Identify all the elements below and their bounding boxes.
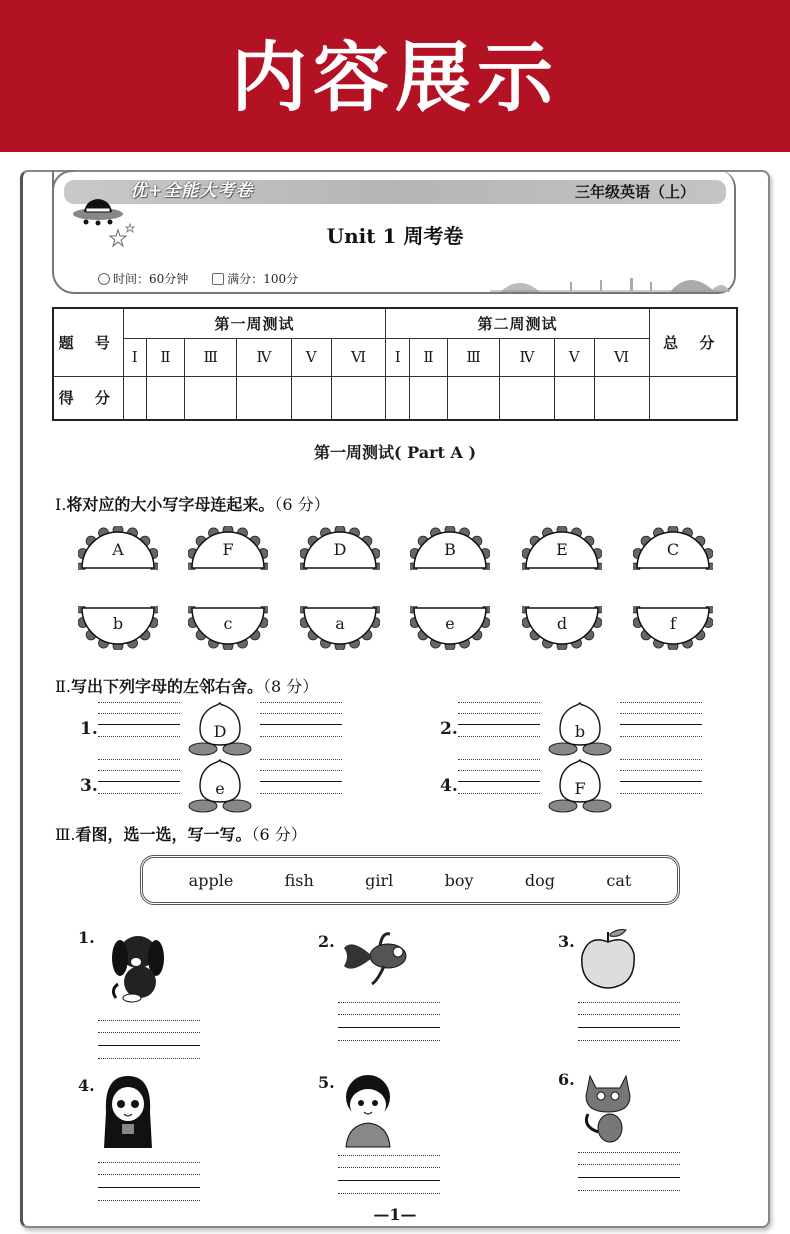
total-score-cell[interactable] bbox=[649, 376, 737, 420]
col-numeral: Ⅰ bbox=[386, 338, 409, 376]
score-cell[interactable] bbox=[184, 376, 236, 420]
lowercase-letter: c bbox=[223, 614, 233, 633]
score-cell[interactable] bbox=[146, 376, 184, 420]
peach-letter: e bbox=[215, 779, 225, 798]
word-bank bbox=[140, 855, 680, 905]
page-number: —1— bbox=[373, 1205, 417, 1224]
writing-lines[interactable] bbox=[98, 699, 180, 745]
col-numeral: Ⅲ bbox=[447, 338, 499, 376]
answer-lines[interactable] bbox=[338, 1153, 440, 1199]
girl-icon bbox=[98, 1072, 158, 1156]
word-option: cat bbox=[606, 870, 632, 890]
unit-title: Unit 1 周考卷 bbox=[326, 224, 464, 248]
writing-lines[interactable] bbox=[98, 756, 180, 802]
word-option: apple bbox=[188, 870, 234, 890]
answer-lines[interactable] bbox=[578, 1150, 680, 1196]
question-text: 将对应的大小写字母连起来。 bbox=[66, 495, 275, 514]
lowercase-letter: a bbox=[335, 614, 345, 633]
item-number: 5. bbox=[318, 1073, 335, 1092]
item-number: 3. bbox=[558, 932, 575, 951]
writing-lines[interactable] bbox=[260, 699, 342, 745]
col-numeral: Ⅳ bbox=[237, 338, 291, 376]
banner-title: 内容展示 bbox=[231, 32, 559, 122]
question-points: （8 分） bbox=[262, 677, 319, 696]
item-number: 2. bbox=[440, 719, 458, 739]
peach-letter: F bbox=[574, 779, 586, 798]
word-option: dog bbox=[524, 870, 556, 890]
word-option: girl bbox=[365, 870, 394, 890]
score-cell[interactable] bbox=[237, 376, 291, 420]
dog-icon bbox=[98, 924, 178, 1008]
peach-letter: b bbox=[574, 722, 586, 741]
uppercase-letter: E bbox=[556, 540, 568, 559]
brand-logo: 优+全能大考卷 bbox=[130, 181, 254, 201]
col-numeral: Ⅵ bbox=[594, 338, 649, 376]
question-text: 写出下列字母的左邻右舍。 bbox=[70, 677, 263, 696]
answer-lines[interactable] bbox=[578, 1000, 680, 1046]
score-cell[interactable] bbox=[554, 376, 594, 420]
week1-header: 第一周测试 bbox=[123, 308, 386, 338]
lowercase-letter: b bbox=[112, 614, 124, 633]
col-numeral: Ⅴ bbox=[554, 338, 594, 376]
cat-icon bbox=[578, 1066, 638, 1150]
question-number: Ⅱ. bbox=[55, 677, 71, 696]
question-2-heading bbox=[55, 674, 318, 697]
question-points: （6 分） bbox=[274, 495, 330, 514]
hills-decoration bbox=[490, 266, 730, 292]
score-label: 满分：100分 bbox=[227, 272, 299, 286]
uppercase-letter: C bbox=[666, 540, 680, 559]
score-cell[interactable] bbox=[594, 376, 649, 420]
time-label: 时间：60分钟 bbox=[113, 272, 189, 286]
answer-lines[interactable] bbox=[98, 1018, 200, 1064]
col-numeral: Ⅱ bbox=[409, 338, 447, 376]
score-cell[interactable] bbox=[386, 376, 409, 420]
lowercase-letter: d bbox=[556, 614, 568, 633]
boy-icon bbox=[338, 1069, 398, 1153]
score-cell[interactable] bbox=[409, 376, 447, 420]
item-number: 1. bbox=[78, 928, 95, 947]
writing-lines[interactable] bbox=[620, 756, 702, 802]
part-title-cn: 第一周测试 bbox=[313, 443, 394, 462]
row-label-score: 得 分 bbox=[53, 376, 123, 420]
question-number: Ⅲ. bbox=[55, 825, 76, 844]
grade-label: 三年级英语（上） bbox=[575, 183, 696, 201]
col-numeral: Ⅵ bbox=[331, 338, 386, 376]
uppercase-letter: B bbox=[444, 540, 456, 559]
part-title-en: ( Part A ) bbox=[393, 443, 477, 462]
answer-lines[interactable] bbox=[98, 1160, 200, 1206]
top-banner bbox=[0, 0, 790, 152]
question-3-heading bbox=[55, 822, 307, 845]
peach-letter: D bbox=[213, 722, 227, 741]
part-title bbox=[0, 440, 790, 463]
word-option: boy bbox=[444, 870, 474, 890]
writing-lines[interactable] bbox=[260, 756, 342, 802]
uppercase-letter: A bbox=[112, 540, 124, 559]
score-cell[interactable] bbox=[500, 376, 554, 420]
uppercase-letter: D bbox=[333, 540, 347, 559]
writing-lines[interactable] bbox=[458, 756, 540, 802]
score-table bbox=[52, 307, 738, 421]
item-number: 3. bbox=[80, 776, 98, 796]
exam-meta bbox=[98, 270, 298, 287]
item-number: 6. bbox=[558, 1070, 575, 1089]
word-option: fish bbox=[284, 870, 314, 890]
col-numeral: Ⅰ bbox=[123, 338, 146, 376]
col-numeral: Ⅴ bbox=[291, 338, 331, 376]
time-info bbox=[98, 270, 188, 287]
item-number: 4. bbox=[440, 776, 458, 796]
notepad-icon bbox=[212, 273, 224, 285]
uppercase-letter: F bbox=[222, 540, 234, 559]
item-number: 2. bbox=[318, 932, 335, 951]
lowercase-letter: f bbox=[670, 614, 676, 633]
item-number: 1. bbox=[80, 719, 98, 739]
score-cell[interactable] bbox=[447, 376, 499, 420]
score-info bbox=[212, 270, 298, 287]
fish-icon bbox=[338, 928, 418, 992]
item-number: 4. bbox=[78, 1076, 95, 1095]
score-cell[interactable] bbox=[331, 376, 386, 420]
total-header: 总 分 bbox=[649, 308, 737, 376]
apple-icon bbox=[578, 928, 638, 996]
writing-lines[interactable] bbox=[620, 699, 702, 745]
answer-lines[interactable] bbox=[338, 1000, 440, 1046]
writing-lines[interactable] bbox=[458, 699, 540, 745]
col-numeral: Ⅱ bbox=[146, 338, 184, 376]
clock-icon bbox=[98, 273, 110, 285]
row-label-question-number: 题 号 bbox=[53, 308, 123, 376]
lowercase-letter: e bbox=[445, 614, 455, 633]
question-number: Ⅰ. bbox=[55, 495, 67, 514]
question-points: （6 分） bbox=[251, 825, 307, 844]
week2-header: 第二周测试 bbox=[386, 308, 649, 338]
col-numeral: Ⅳ bbox=[500, 338, 554, 376]
col-numeral: Ⅲ bbox=[184, 338, 236, 376]
question-1-heading bbox=[55, 492, 330, 515]
score-cell[interactable] bbox=[291, 376, 331, 420]
question-text: 看图，选一选，写一写。 bbox=[75, 825, 252, 844]
score-cell[interactable] bbox=[123, 376, 146, 420]
